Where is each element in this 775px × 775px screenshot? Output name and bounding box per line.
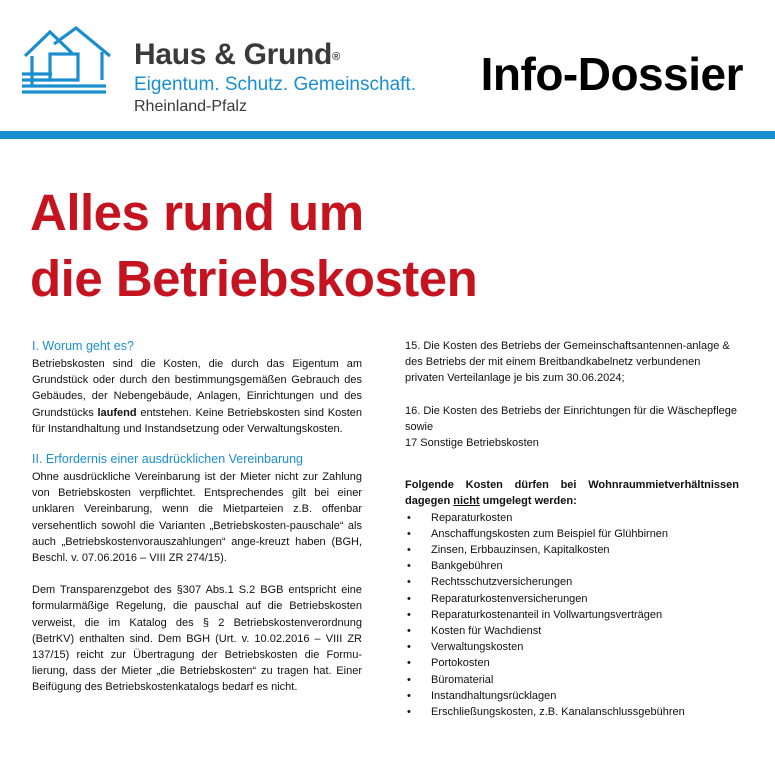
- right-column: [405, 338, 739, 720]
- list-item: • Reparaturkosten: [405, 510, 739, 526]
- list-item: • Portokosten: [405, 655, 739, 671]
- page-title: Alles rund um die Betriebskosten: [30, 184, 478, 307]
- list-item: • Rechtsschutzversicherungen: [405, 574, 739, 590]
- list-item-15: 15. Die Kosten des Betriebs der Gemeinschaftsantennen-anlage & des Betriebs der mit einem Breitbandkabelnetz verbundenen privaten Verteilanlage je bis zum 30.06.2024;: [405, 340, 730, 385]
- brand-block: [134, 40, 416, 116]
- brand-tagline: Eigentum. Schutz. Gemeinschaft.: [134, 74, 416, 95]
- list-item: • Verwaltungskosten: [405, 639, 739, 655]
- section-2-paragraph-1: Ohne ausdrückliche Vereinbarung ist der Mieter nicht zur Zahlung von Betriebskosten verpflichtet. Entsprechendes gilt bei einer unklaren Vereinbarung, wenn die Mietparteien z.B. offenbar versehentlich sowohl die Varianten „Betriebskosten-pauschale“ als auch „Betriebskostenvorauszahlungen“ ange-kreuzt haben (BGH, Beschl. v. 07.06.2016 – VIII ZR 274/15).: [32, 471, 362, 565]
- section-heading-2: II. Erfordernis einer ausdrücklichen Vereinbarung: [32, 452, 303, 467]
- brand-name: Haus & Grund®: [134, 38, 340, 71]
- header-divider: [0, 131, 775, 139]
- list-item: • Reparaturkostenanteil in Vollwartungsverträgen: [405, 607, 739, 623]
- list-item-17: 17 Sonstige Betriebskosten: [405, 437, 539, 450]
- exclusion-heading: Folgende Kosten dürfen bei Wohnraummietverhältnissen dagegen nicht umgelegt werden:: [405, 479, 739, 508]
- section-1-paragraph: Betriebskosten sind die Kosten, die durch das Eigentum am Grundstück oder durch den bestimmungsgemäßen Gebrauch des Gebäudes, der Nebengebäude, Anlagen, Einrichtungen und des Grundstücks laufend entstehen. Keine Betriebskosten sind Kosten für Instandhaltung und Instandsetzung oder Verwaltungskosten.: [32, 358, 362, 435]
- list-item: • Erschließungskosten, z.B. Kanalanschlussgebühren: [405, 704, 739, 720]
- section-2-paragraph-2: Dem Transparenzgebot des §307 Abs.1 S.2 BGB entspricht eine formularmäßige Regelung, die pauschal auf die Betriebskosten verweist, die im Katalog des § 2 Betriebskostenverordnung (BetrKV) enthalten sind. Dem BGH (Urt. v. 10.02.2016 – VIII ZR 137/15) reicht zur Übertragung der Betriebskosten die Formu-lierung, dass der Mieter „die Betriebskosten“ zu tragen hat. Einer Beifügung des Betriebskostenkatalogs bedarf es nicht.: [32, 584, 362, 694]
- doc-type-label: Info-Dossier: [480, 48, 743, 100]
- excluded-costs-list: [405, 510, 739, 721]
- list-item: • Bankgebühren: [405, 558, 739, 574]
- list-item: • Anschaffungskosten zum Beispiel für Glühbirnen: [405, 526, 739, 542]
- list-item: • Kosten für Wachdienst: [405, 623, 739, 639]
- list-item: • Instandhaltungsrücklagen: [405, 688, 739, 704]
- section-heading-1: I. Worum geht es?: [32, 339, 134, 353]
- list-item: • Zinsen, Erbbauzinsen, Kapitalkosten: [405, 542, 739, 558]
- brand-region: Rheinland-Pfalz: [134, 98, 247, 115]
- list-item: • Büromaterial: [405, 672, 739, 688]
- left-column: [32, 338, 362, 696]
- list-item-16: 16. Die Kosten des Betriebs der Einrichtungen für die Wäschepflege sowie: [405, 404, 738, 433]
- house-logo-icon: [22, 26, 114, 96]
- list-item: • Reparaturkostenversicherungen: [405, 591, 739, 607]
